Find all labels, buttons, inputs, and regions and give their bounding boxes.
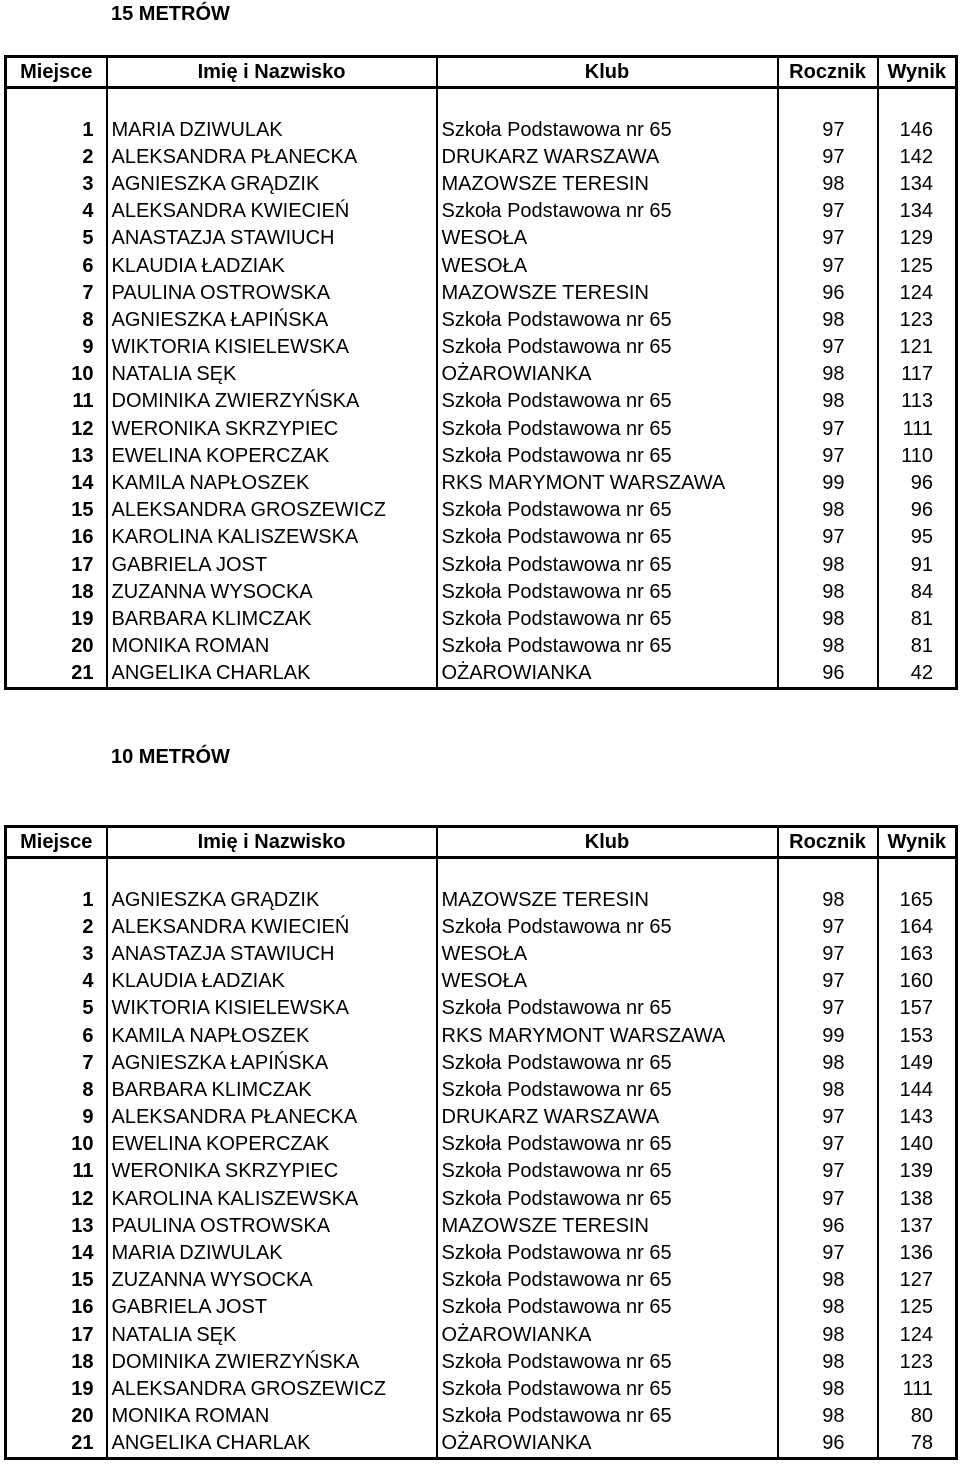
club-cell: Szkoła Podstawowa nr 65 [437,1348,778,1375]
score-cell: 140 [878,1131,957,1158]
name-cell: MARIA DZIWULAK [107,116,437,143]
section-title-10m: 10 METRÓW [111,746,230,768]
table-row [6,660,957,689]
spacer-row [6,858,957,887]
name-cell: ALEKSANDRA GROSZEWICZ [107,497,437,524]
score-cell: 136 [878,1239,957,1266]
table-row [6,940,957,967]
year-cell: 98 [778,605,878,632]
place-cell: 3 [6,940,107,967]
spacer-cell [437,88,778,117]
place-cell: 6 [6,1022,107,1049]
year-cell: 98 [778,497,878,524]
header-year: Rocznik [778,827,878,858]
table-row [6,968,957,995]
place-cell: 7 [6,1049,107,1076]
year-cell: 97 [778,940,878,967]
place-cell: 18 [6,578,107,605]
year-cell: 98 [778,1348,878,1375]
score-cell: 117 [878,361,957,388]
year-cell: 97 [778,415,878,442]
table-row [6,1294,957,1321]
place-cell: 3 [6,170,107,197]
spacer-cell [6,858,107,887]
score-cell: 163 [878,940,957,967]
year-cell: 98 [778,1403,878,1430]
year-cell: 98 [778,361,878,388]
year-cell: 98 [778,388,878,415]
club-cell: Szkoła Podstawowa nr 65 [437,995,778,1022]
year-cell: 97 [778,968,878,995]
name-cell: ZUZANNA WYSOCKA [107,1267,437,1294]
name-cell: AGNIESZKA ŁAPIŃSKA [107,1049,437,1076]
table-row [6,143,957,170]
year-cell: 97 [778,913,878,940]
score-cell: 125 [878,1294,957,1321]
score-cell: 146 [878,116,957,143]
name-cell: PAULINA OSTROWSKA [107,1212,437,1239]
spacer-cell [437,858,778,887]
score-cell: 91 [878,551,957,578]
spacer-cell [6,88,107,117]
place-cell: 12 [6,415,107,442]
year-cell: 96 [778,279,878,306]
club-cell: Szkoła Podstawowa nr 65 [437,442,778,469]
header-score: Wynik [878,57,957,88]
club-cell: OŻAROWIANKA [437,660,778,689]
place-cell: 14 [6,469,107,496]
score-cell: 81 [878,633,957,660]
year-cell: 98 [778,170,878,197]
place-cell: 21 [6,1430,107,1459]
table-row [6,913,957,940]
spacer-cell [878,88,957,117]
place-cell: 1 [6,886,107,913]
club-cell: Szkoła Podstawowa nr 65 [437,334,778,361]
club-cell: OŻAROWIANKA [437,1321,778,1348]
name-cell: AGNIESZKA ŁAPIŃSKA [107,306,437,333]
year-cell: 97 [778,1185,878,1212]
name-cell: KLAUDIA ŁADZIAK [107,252,437,279]
year-cell: 98 [778,578,878,605]
score-cell: 113 [878,388,957,415]
year-cell: 98 [778,633,878,660]
name-cell: KAROLINA KALISZEWSKA [107,524,437,551]
place-cell: 8 [6,306,107,333]
place-cell: 6 [6,252,107,279]
place-cell: 10 [6,1131,107,1158]
score-cell: 110 [878,442,957,469]
header-place: Miejsce [6,57,107,88]
place-cell: 2 [6,913,107,940]
score-cell: 134 [878,170,957,197]
score-cell: 123 [878,306,957,333]
club-cell: Szkoła Podstawowa nr 65 [437,1185,778,1212]
name-cell: ANASTAZJA STAWIUCH [107,940,437,967]
table-row [6,279,957,306]
table-row [6,1348,957,1375]
name-cell: ALEKSANDRA GROSZEWICZ [107,1375,437,1402]
score-cell: 111 [878,1375,957,1402]
place-cell: 7 [6,279,107,306]
header-club: Klub [437,57,778,88]
header-name: Imię i Nazwisko [107,57,437,88]
spacer-cell [778,858,878,887]
year-cell: 97 [778,1239,878,1266]
score-cell: 78 [878,1430,957,1459]
year-cell: 96 [778,1430,878,1459]
place-cell: 17 [6,551,107,578]
name-cell: NATALIA SĘK [107,1321,437,1348]
club-cell: WESOŁA [437,968,778,995]
place-cell: 11 [6,1158,107,1185]
year-cell: 98 [778,1049,878,1076]
club-cell: DRUKARZ WARSZAWA [437,143,778,170]
score-cell: 96 [878,469,957,496]
score-cell: 121 [878,334,957,361]
score-cell: 157 [878,995,957,1022]
table-row [6,225,957,252]
score-cell: 165 [878,886,957,913]
table-row [6,995,957,1022]
club-cell: Szkoła Podstawowa nr 65 [437,306,778,333]
name-cell: ANGELIKA CHARLAK [107,1430,437,1459]
table-row [6,1267,957,1294]
place-cell: 17 [6,1321,107,1348]
header-club: Klub [437,827,778,858]
place-cell: 20 [6,633,107,660]
score-cell: 149 [878,1049,957,1076]
name-cell: PAULINA OSTROWSKA [107,279,437,306]
club-cell: MAZOWSZE TERESIN [437,170,778,197]
club-cell: Szkoła Podstawowa nr 65 [437,913,778,940]
score-cell: 129 [878,225,957,252]
club-cell: Szkoła Podstawowa nr 65 [437,578,778,605]
score-cell: 123 [878,1348,957,1375]
year-cell: 97 [778,116,878,143]
score-cell: 164 [878,913,957,940]
spacer-cell [878,858,957,887]
year-cell: 98 [778,886,878,913]
header-place: Miejsce [6,827,107,858]
table-row [6,1022,957,1049]
name-cell: GABRIELA JOST [107,1294,437,1321]
year-cell: 97 [778,442,878,469]
name-cell: ALEKSANDRA PŁANECKA [107,1104,437,1131]
score-cell: 137 [878,1212,957,1239]
year-cell: 98 [778,306,878,333]
year-cell: 97 [778,198,878,225]
year-cell: 97 [778,1158,878,1185]
results-table-10m [4,825,958,1460]
name-cell: ALEKSANDRA KWIECIEŃ [107,198,437,225]
spacer-cell [107,858,437,887]
score-cell: 143 [878,1104,957,1131]
place-cell: 14 [6,1239,107,1266]
table-row [6,578,957,605]
spacer-row [6,88,957,117]
name-cell: MARIA DZIWULAK [107,1239,437,1266]
year-cell: 98 [778,1076,878,1103]
name-cell: KAROLINA KALISZEWSKA [107,1185,437,1212]
score-cell: 144 [878,1076,957,1103]
name-cell: KLAUDIA ŁADZIAK [107,968,437,995]
score-cell: 96 [878,497,957,524]
table-row [6,1430,957,1459]
name-cell: KAMILA NAPŁOSZEK [107,469,437,496]
score-cell: 95 [878,524,957,551]
club-cell: MAZOWSZE TERESIN [437,279,778,306]
name-cell: KAMILA NAPŁOSZEK [107,1022,437,1049]
name-cell: NATALIA SĘK [107,361,437,388]
year-cell: 99 [778,1022,878,1049]
place-cell: 4 [6,968,107,995]
year-cell: 97 [778,1104,878,1131]
club-cell: Szkoła Podstawowa nr 65 [437,524,778,551]
name-cell: EWELINA KOPERCZAK [107,442,437,469]
place-cell: 13 [6,1212,107,1239]
place-cell: 2 [6,143,107,170]
club-cell: MAZOWSZE TERESIN [437,886,778,913]
year-cell: 98 [778,1294,878,1321]
year-cell: 98 [778,1267,878,1294]
club-cell: RKS MARYMONT WARSZAWA [437,469,778,496]
place-cell: 21 [6,660,107,689]
table-row [6,415,957,442]
club-cell: Szkoła Podstawowa nr 65 [437,1403,778,1430]
results-table-15m [4,55,958,690]
name-cell: ALEKSANDRA KWIECIEŃ [107,913,437,940]
year-cell: 99 [778,469,878,496]
header-year: Rocznik [778,57,878,88]
name-cell: MONIKA ROMAN [107,1403,437,1430]
place-cell: 11 [6,388,107,415]
table-row [6,469,957,496]
place-cell: 16 [6,524,107,551]
club-cell: Szkoła Podstawowa nr 65 [437,415,778,442]
header-score: Wynik [878,827,957,858]
club-cell: DRUKARZ WARSZAWA [437,1104,778,1131]
place-cell: 18 [6,1348,107,1375]
spacer-cell [778,88,878,117]
club-cell: Szkoła Podstawowa nr 65 [437,1375,778,1402]
name-cell: ZUZANNA WYSOCKA [107,578,437,605]
section-title-15m: 15 METRÓW [111,3,230,25]
header-name: Imię i Nazwisko [107,827,437,858]
table-row [6,442,957,469]
place-cell: 19 [6,605,107,632]
header-row [6,57,957,88]
score-cell: 138 [878,1185,957,1212]
club-cell: MAZOWSZE TERESIN [437,1212,778,1239]
table-row [6,1076,957,1103]
club-cell: Szkoła Podstawowa nr 65 [437,1158,778,1185]
club-cell: OŻAROWIANKA [437,361,778,388]
club-cell: Szkoła Podstawowa nr 65 [437,551,778,578]
year-cell: 98 [778,1375,878,1402]
place-cell: 9 [6,334,107,361]
name-cell: AGNIESZKA GRĄDZIK [107,886,437,913]
name-cell: WIKTORIA KISIELEWSKA [107,995,437,1022]
place-cell: 1 [6,116,107,143]
score-cell: 80 [878,1403,957,1430]
table-row [6,1403,957,1430]
place-cell: 4 [6,198,107,225]
score-cell: 111 [878,415,957,442]
year-cell: 97 [778,225,878,252]
table-row [6,886,957,913]
club-cell: Szkoła Podstawowa nr 65 [437,497,778,524]
place-cell: 13 [6,442,107,469]
place-cell: 8 [6,1076,107,1103]
club-cell: RKS MARYMONT WARSZAWA [437,1022,778,1049]
score-cell: 125 [878,252,957,279]
club-cell: Szkoła Podstawowa nr 65 [437,1267,778,1294]
club-cell: Szkoła Podstawowa nr 65 [437,1239,778,1266]
table-row [6,1212,957,1239]
year-cell: 97 [778,334,878,361]
club-cell: Szkoła Podstawowa nr 65 [437,198,778,225]
score-cell: 153 [878,1022,957,1049]
name-cell: MONIKA ROMAN [107,633,437,660]
place-cell: 15 [6,1267,107,1294]
table-row [6,388,957,415]
table-row [6,1375,957,1402]
table-row [6,524,957,551]
name-cell: GABRIELA JOST [107,551,437,578]
place-cell: 9 [6,1104,107,1131]
score-cell: 139 [878,1158,957,1185]
score-cell: 142 [878,143,957,170]
score-cell: 84 [878,578,957,605]
club-cell: Szkoła Podstawowa nr 65 [437,1076,778,1103]
place-cell: 20 [6,1403,107,1430]
name-cell: BARBARA KLIMCZAK [107,605,437,632]
club-cell: Szkoła Podstawowa nr 65 [437,605,778,632]
place-cell: 5 [6,995,107,1022]
score-cell: 81 [878,605,957,632]
year-cell: 97 [778,252,878,279]
club-cell: WESOŁA [437,252,778,279]
place-cell: 12 [6,1185,107,1212]
club-cell: Szkoła Podstawowa nr 65 [437,1049,778,1076]
place-cell: 19 [6,1375,107,1402]
place-cell: 5 [6,225,107,252]
year-cell: 96 [778,1212,878,1239]
score-cell: 124 [878,1321,957,1348]
table-row [6,198,957,225]
club-cell: OŻAROWIANKA [437,1430,778,1459]
score-cell: 124 [878,279,957,306]
score-cell: 127 [878,1267,957,1294]
table-row [6,334,957,361]
spacer-cell [107,88,437,117]
table-row [6,1131,957,1158]
table-row [6,306,957,333]
table-row [6,633,957,660]
year-cell: 98 [778,1321,878,1348]
club-cell: Szkoła Podstawowa nr 65 [437,1131,778,1158]
name-cell: ALEKSANDRA PŁANECKA [107,143,437,170]
table-row [6,361,957,388]
place-cell: 10 [6,361,107,388]
year-cell: 96 [778,660,878,689]
club-cell: WESOŁA [437,225,778,252]
table-row [6,1158,957,1185]
place-cell: 16 [6,1294,107,1321]
table-row [6,1185,957,1212]
score-cell: 134 [878,198,957,225]
year-cell: 98 [778,551,878,578]
score-cell: 42 [878,660,957,689]
table-row [6,170,957,197]
club-cell: Szkoła Podstawowa nr 65 [437,388,778,415]
table-row [6,1321,957,1348]
table-row [6,551,957,578]
name-cell: BARBARA KLIMCZAK [107,1076,437,1103]
year-cell: 97 [778,1131,878,1158]
year-cell: 97 [778,524,878,551]
club-cell: Szkoła Podstawowa nr 65 [437,116,778,143]
name-cell: DOMINIKA ZWIERZYŃSKA [107,1348,437,1375]
name-cell: WERONIKA SKRZYPIEC [107,415,437,442]
name-cell: ANGELIKA CHARLAK [107,660,437,689]
name-cell: ANASTAZJA STAWIUCH [107,225,437,252]
header-row [6,827,957,858]
table-row [6,252,957,279]
table-row [6,497,957,524]
club-cell: WESOŁA [437,940,778,967]
score-cell: 160 [878,968,957,995]
name-cell: WIKTORIA KISIELEWSKA [107,334,437,361]
name-cell: WERONIKA SKRZYPIEC [107,1158,437,1185]
year-cell: 97 [778,995,878,1022]
table-row [6,116,957,143]
table-row [6,605,957,632]
club-cell: Szkoła Podstawowa nr 65 [437,1294,778,1321]
table-row [6,1239,957,1266]
table-row [6,1049,957,1076]
club-cell: Szkoła Podstawowa nr 65 [437,633,778,660]
name-cell: EWELINA KOPERCZAK [107,1131,437,1158]
place-cell: 15 [6,497,107,524]
table-row [6,1104,957,1131]
year-cell: 97 [778,143,878,170]
name-cell: AGNIESZKA GRĄDZIK [107,170,437,197]
name-cell: DOMINIKA ZWIERZYŃSKA [107,388,437,415]
